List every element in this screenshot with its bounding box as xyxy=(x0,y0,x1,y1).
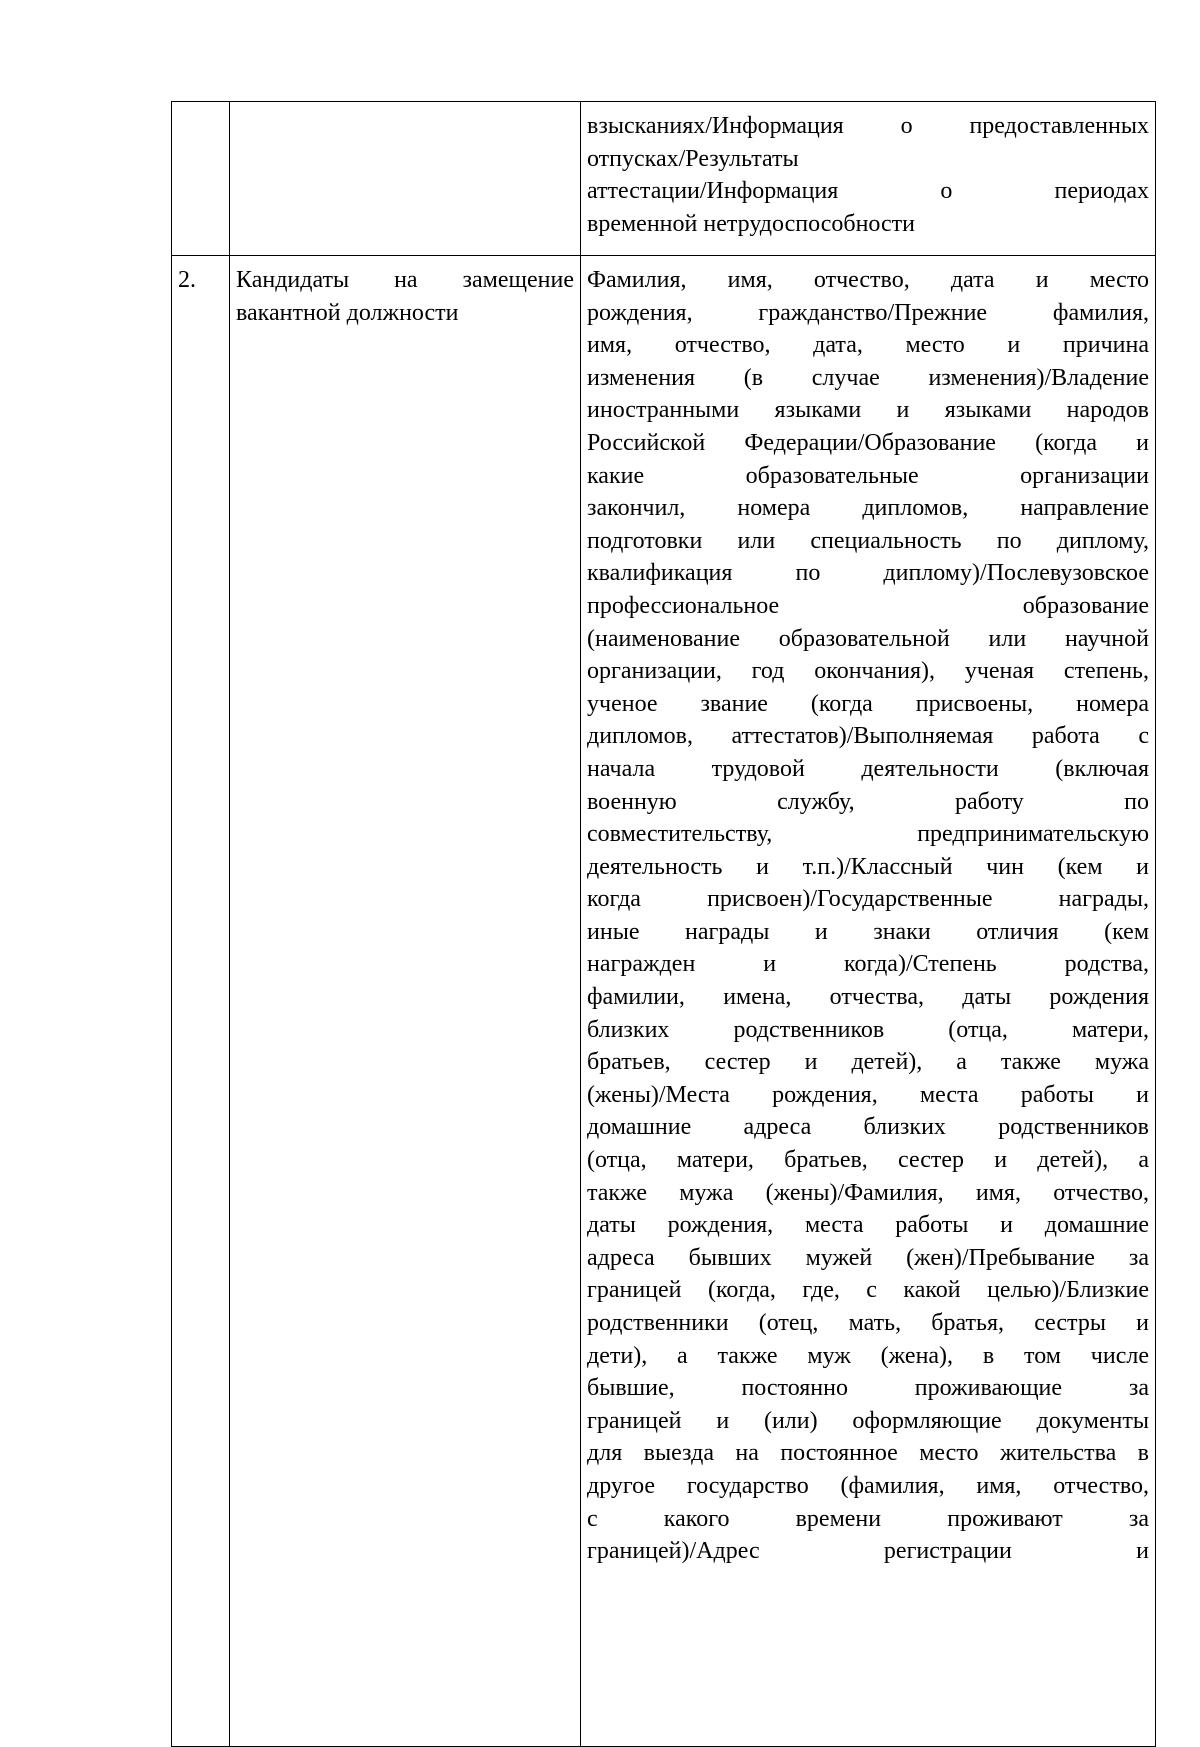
text-line: с какого времени проживают за xyxy=(587,1505,1149,1532)
text-line: организации, год окончания), ученая степень, xyxy=(587,658,1149,685)
text-line: ученое звание (когда присвоены, номера xyxy=(587,690,1149,717)
personal-data-table xyxy=(171,101,1156,1747)
text-line: закончил, номера дипломов, направление xyxy=(587,495,1149,522)
table-row xyxy=(172,102,1156,256)
text-line: (жены)/Места рождения, места работы и xyxy=(587,1081,1149,1108)
text-line: фамилии, имена, отчества, даты рождения xyxy=(587,984,1149,1011)
text-line: военную службу, работу по xyxy=(587,788,1149,815)
data-cell xyxy=(581,256,1156,1747)
text-line: даты рождения, места работы и домашние xyxy=(587,1212,1149,1239)
category-cell: Кандидаты на замещение вакантной должности xyxy=(230,256,581,1747)
text-line: адреса бывших мужей (жен)/Пребывание за xyxy=(587,1244,1149,1271)
row-number-cell xyxy=(172,102,230,256)
text-line: (отца, матери, братьев, сестер и детей), а xyxy=(587,1147,1149,1174)
text-line: дипломов, аттестатов)/Выполняемая работа с xyxy=(587,723,1149,750)
table-row xyxy=(172,256,1156,1747)
text-line: взысканиях/Информация о предоставленных xyxy=(587,113,1149,139)
text-line: иные награды и знаки отличия (кем xyxy=(587,918,1149,945)
data-cell xyxy=(581,102,1156,256)
text-line: родственники (отец, мать, братья, сестры и xyxy=(587,1310,1149,1336)
text-line: иностранными языками и языками народов xyxy=(587,397,1149,424)
text-line: домашние адреса близких родственников xyxy=(587,1114,1149,1141)
text-line: рождения, гражданство/Прежние фамилия, xyxy=(587,299,1149,326)
text-line: аттестации/Информация о периодах xyxy=(587,178,1149,205)
text-line: квалификация по диплому)/Послевузовское xyxy=(587,560,1149,587)
text-line: близких родственников (отца, матери, xyxy=(587,1016,1149,1043)
text-line: дети), а также муж (жена), в том числе xyxy=(587,1342,1149,1369)
text-line: границей (когда, где, с какой целью)/Близкие xyxy=(587,1277,1149,1304)
text-line: Российской Федерации/Образование (когда и xyxy=(587,429,1149,456)
text-line: временной нетрудоспособности xyxy=(587,210,915,237)
text-line: бывшие, постоянно проживающие за xyxy=(587,1375,1149,1402)
text-line: другое государство (фамилия, имя, отчество, xyxy=(587,1472,1149,1499)
text-line: начала трудовой деятельности (включая xyxy=(587,755,1149,782)
text-line: Фамилия, имя, отчество, дата и место xyxy=(587,267,1149,293)
text-line: награжден и когда)/Степень родства, xyxy=(587,951,1149,978)
text-line: также мужа (жены)/Фамилия, имя, отчество, xyxy=(587,1179,1149,1206)
text-line: (наименование образовательной или научной xyxy=(587,625,1149,652)
text-line: имя, отчество, дата, место и причина xyxy=(587,332,1149,359)
text-line: подготовки или специальность по диплому, xyxy=(587,527,1149,554)
text-line: границей)/Адрес регистрации и xyxy=(587,1538,1149,1565)
text-line: какие образовательные организации xyxy=(587,462,1149,489)
text-line: когда присвоен)/Государственные награды, xyxy=(587,886,1149,913)
text-line: деятельность и т.п.)/Классный чин (кем и xyxy=(587,853,1149,880)
text-line: отпусках/Результаты xyxy=(587,145,799,172)
text-line: совместительству, предпринимательскую xyxy=(587,821,1149,848)
text-line: братьев, сестер и детей), а также мужа xyxy=(587,1049,1149,1076)
category-cell xyxy=(230,102,581,256)
row-number-cell: 2. xyxy=(172,256,230,1747)
text-line: для выезда на постоянное место жительства в xyxy=(587,1440,1149,1467)
text-line: профессиональное образование xyxy=(587,592,1149,619)
text-line: границей и (или) оформляющие документы xyxy=(587,1407,1149,1434)
text-line: изменения (в случае изменения)/Владение xyxy=(587,364,1149,391)
